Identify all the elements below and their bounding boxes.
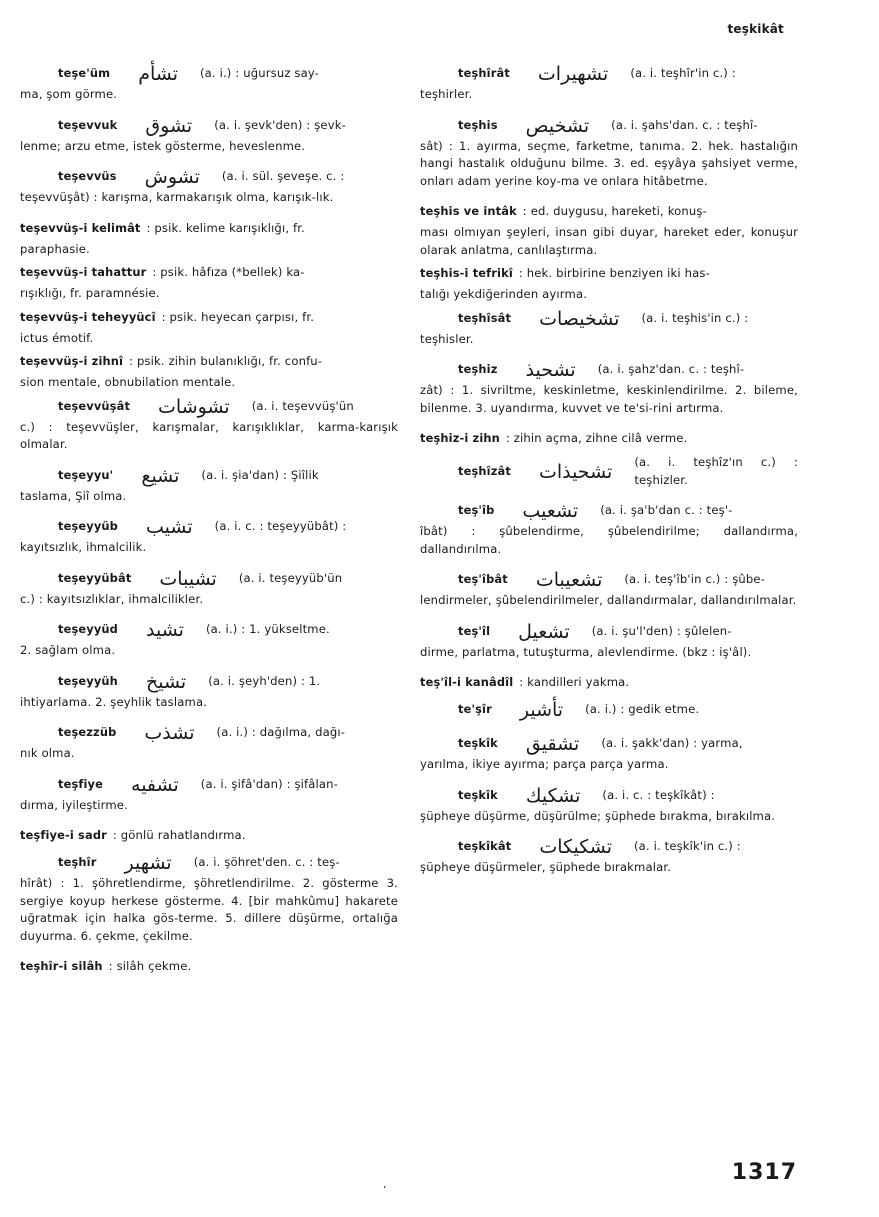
definition-text: teşevvüşât) : karışma, karmakarışık olma, karışık-lık. [20,190,334,204]
definition-start: (a. i. teşevvüş'ün [251,398,354,413]
dictionary-entry [420,698,798,722]
headword: teşevvüş-i teheyyücî [20,309,156,324]
entry-headline [20,62,398,86]
headword: teşeyyu' [58,467,114,482]
headword: teşhis ve intâk [420,204,517,219]
arabic-script: تشيب [146,516,193,538]
arabic-script: تشعيل [518,620,570,643]
entry-headline [20,955,398,979]
definition-start: (a. i.) : 1. yükseltme. [205,622,330,637]
definition-text: sât) : 1. ayırma, seçme, farketme, tanıma. 2. hek. hastalığın hangi hastalık olduğunu bilme. 3. ed. eşyâya şahsiyet verme, onları adam yerine koy-ma ve onlara hitâbetme. [420,138,798,188]
arabic-script: تشيخ [145,670,187,693]
definition-text: talığı yekdiğerinden ayırma. [420,287,588,301]
headword: teşeyyüh [58,673,118,688]
arabic-script: تأشير [519,699,564,721]
headword: teş'îb [458,503,495,518]
dictionary-entry [420,835,798,877]
entry-headline [20,306,398,330]
headword: teş'îl-i kanâdîl [420,675,514,690]
dictionary-entry [20,515,398,557]
definition-text: c.) : kayıtsızlıklar, ihmalcilikler. [20,591,204,606]
dictionary-entry [420,568,798,610]
definition-text: rışıklığı, fr. paramnésie. [20,286,160,300]
entry-headline [420,427,798,451]
entry-headline [420,698,798,722]
definition-text: ihtiyarlama. 2. şeyhlik taslama. [20,694,208,709]
definition-start: (a. i. şahs'dan. c. : teşhî- [611,117,758,132]
definition-text: hîrât) : 1. şöhretlendirme, şöhretlendirilme. 2. gösterme 3. sergiye koyup herkese gösterme. 4. [bir mahkûmu] hakarete uğratmak için halka gös-terme. 5. dillere düşürme, ortalığa duyurma. 6. çekme, çekilme. [20,876,398,943]
running-head: teşkikât [727,22,784,36]
dictionary-entry [20,395,398,454]
dictionary-entry [20,670,398,712]
dictionary-entry [420,454,798,489]
arabic-script: تشوشات [158,395,230,418]
subentry [420,671,798,695]
headword: teşevvüş-i tahattur [20,265,147,280]
definition-start: : ed. duygusu, hareketi, konuş- [522,204,707,219]
subentry [420,427,798,451]
definition-start: : psik. hâfıza (*bellek) ka- [152,265,305,280]
definition-text: ictus émotif. [20,330,94,345]
dictionary-entry [20,851,398,945]
definition-start: (a. i. teşhîz'ın c.) : teşhizler. [634,455,798,487]
dictionary-entry [420,499,798,558]
entry-headline [420,499,798,523]
dictionary-entry [420,307,798,349]
definition-text: teşhirler. [420,87,473,101]
entry-headline [420,835,798,859]
definition-start: (a. i. c. : teşkîkât) : [602,787,715,802]
entry-headline [420,358,798,382]
definition-start: (a. i. şakk'dan) : yarma, [601,736,743,751]
headword: teşkîkât [458,839,512,854]
definition-text: yarılma, ikiye ayırma; parça parça yarma. [420,757,669,771]
arabic-script: تشأم [138,63,178,85]
arabic-script: تشعيب [522,500,579,522]
entry-headline [420,732,798,756]
definition-text: ma, şom görme. [20,87,118,101]
entry-headline [20,773,398,797]
subentry [20,217,398,259]
definition-text: sion mentale, obnubilation mentale. [20,375,236,389]
dictionary-entry [20,464,398,506]
definition-start: (a. i. teş'îb'in c.) : şûbe- [624,572,766,587]
dictionary-entry [420,358,798,417]
definition-start: (a. i. şevk'den) : şevk- [214,117,346,132]
definition-start: (a. i. c. : teşeyyübât) : [214,519,347,534]
arabic-script: تشخيصات [539,307,620,330]
dictionary-entry [20,165,398,207]
definition-start: : silâh çekme. [108,959,192,974]
entry-headline [20,350,398,374]
definition-start: (a. i.) : dağılma, dağı- [216,725,346,740]
dictionary-entry [20,62,398,104]
dictionary-entry [420,114,798,191]
arabic-script: تشوق [145,114,193,137]
definition-start: : psik. heyecan çarpısı, fr. [161,309,315,324]
arabic-script: تشذب [144,722,195,744]
definition-start: (a. i. şa'b'dan c. : teş'- [600,503,733,518]
entry-headline [420,671,798,695]
arabic-script: تشحيذات [538,460,613,483]
definition-start: (a. i. teşkîk'in c.) : [633,839,741,854]
arabic-script: تشحيذ [525,359,576,381]
entry-headline [20,114,398,138]
definition-start: (a. i.) : uğursuz say- [200,66,319,81]
entry-headline [420,262,798,286]
definition-start: (a. i. şia'dan) : Şiîlik [201,467,319,482]
headword: teşhîr-i silâh [20,959,103,974]
definition-text: c.) : teşevvüşler, karışmalar, karışıklıklar, karma-karışık olmalar. [20,419,398,451]
arabic-script: تشقيق [525,733,580,755]
headword: teşeyyüd [58,622,118,637]
headword: teşezzüb [58,725,117,740]
definition-start: : zihin açma, zihne cilâ verme. [505,431,688,446]
definition-text: nık olma. [20,746,75,760]
arabic-script: تشيبات [159,567,217,590]
definition-start: (a. i. teşhis'in c.) : [641,310,749,325]
entry-headline [420,784,798,808]
arabic-script: تشهير [124,852,172,874]
definition-text: ması olmıyan şeyleri, insan gibi duyar, hareket eder, konuşur olarak anlatma, canlılaştırma. [420,225,798,257]
arabic-script: تشخيص [525,114,590,137]
headword: teşhîzât [458,463,511,478]
entry-headline [420,307,798,331]
entry-headline [20,515,398,539]
definition-start: (a. i. şu'l'den) : şûlelen- [591,623,732,638]
subentry [20,350,398,392]
definition-start: : psik. zihin bulanıklığı, fr. confu- [129,354,323,369]
headword: te'şîr [458,702,492,717]
definition-text: paraphasie. [20,241,90,256]
left-column [20,62,398,982]
headword: teşhiz-i zihn [420,431,500,446]
dictionary-entry [20,567,398,609]
entry-headline [20,464,398,488]
arabic-script: تشفيه [131,773,179,796]
entry-headline [20,851,398,875]
definition-start: (a. i. teşhîr'in c.) : [630,66,736,81]
subentry [20,955,398,979]
headword: teşhis [458,117,498,132]
headword: teşfiye-i sadr [20,828,107,843]
arabic-script: تشهيرات [537,63,609,85]
arabic-script: تشيد [146,619,184,641]
definition-start: : gönlü rahatlandırma. [112,828,246,843]
dictionary-entry [20,773,398,815]
headword: teşevvüs [58,169,117,184]
entry-headline [20,567,398,591]
headword: teşeyyüb [58,519,118,534]
subentry [20,306,398,348]
entry-headline [420,200,798,224]
headword: teşhîsât [458,310,512,325]
headword: teş'îbât [458,572,508,587]
definition-text: dirme, parlatma, tutuşturma, alevlendirme. (bkz : iş'âl). [420,644,752,659]
definition-text: şüpheye düşürme, düşürülme; şüphede bırakma, bırakılma. [420,808,776,823]
entry-headline [20,261,398,285]
definition-text: îbât) : şûbelendirme, şûbelendirilme; dallandırma, dallandırılma. [420,524,798,556]
arabic-script: تشكيكات [539,836,612,858]
definition-text: teşhisler. [420,331,474,346]
definition-text: zât) : 1. sivriltme, keskinletme, keskinlendirilme. 2. bileme, bilenme. 3. uyandırma, kuvvet ve te'si-rini artırma. [420,383,798,415]
arabic-script: تشيع [141,464,180,487]
dictionary-entry [420,732,798,774]
definition-start: (a. i. şahz'dan. c. : teşhî- [597,362,745,377]
entry-headline [420,62,798,86]
definition-text: dırma, iyileştirme. [20,797,128,812]
arabic-script: تشعيبات [535,569,603,591]
definition-text: kayıtsızlık, ihmalcilik. [20,540,147,554]
entry-headline [20,217,398,241]
headword: teş'îl [458,623,491,638]
entry-headline [420,620,798,644]
entry-headline [20,721,398,745]
definition-text: lenme; arzu etme, istek gösterme, heveslenme. [20,138,306,153]
headword: teşkîk [458,787,498,802]
headword: teşevvüş-i zihnî [20,354,124,369]
dictionary-entry [20,114,398,156]
dictionary-entry [20,721,398,763]
entry-headline [420,568,798,592]
subentry [20,261,398,303]
entry-headline [20,165,398,189]
headword: teşevvuk [58,117,118,132]
headword: teşhîr [58,855,97,870]
definition-start: (a. i. teşeyyüb'ün [238,570,343,585]
definition-start: : psik. kelime karışıklığı, fr. [146,220,305,235]
definition-start: (a. i.) : gedik etme. [585,702,700,717]
definition-start: (a. i. sül. şeveşe. c. : [221,169,345,184]
arabic-script: تشكيك [525,784,581,807]
definition-text: lendirmeler, şûbelendirilmeler, dallandırmalar, dallandırılmalar. [420,593,797,607]
entry-headline [20,395,398,419]
dictionary-entry [20,618,398,660]
headword: teşhîrât [458,66,510,81]
entry-headline [420,114,798,138]
definition-start: : hek. birbirine benziyen iki has- [518,266,710,281]
headword: teşe'üm [58,66,111,81]
headword: teşhiz [458,362,498,377]
headword: teşhis-i tefrikî [420,266,513,281]
definition-text: taslama, Şiî olma. [20,488,127,503]
dictionary-entry [420,784,798,826]
entry-headline [420,454,798,489]
stray-mark: ، [383,1180,387,1191]
entry-headline [20,618,398,642]
entry-headline [20,824,398,848]
definition-start: (a. i. şifâ'dan) : şifâlan- [200,776,338,791]
headword: teşfiye [58,776,104,791]
page-number: 1317 [731,1160,797,1185]
headword: teşevvüşât [58,398,131,413]
subentry [420,200,798,259]
definition-start: (a. i. şeyh'den) : 1. [208,673,321,688]
arabic-script: تشوش [144,166,200,188]
entry-headline [20,670,398,694]
subentry [20,824,398,848]
definition-start: : kandilleri yakma. [519,675,630,690]
dictionary-entry [420,620,798,662]
headword: teşeyyübât [58,570,132,585]
definition-text: şüpheye düşürmeler, şüphede bırakmalar. [420,860,672,874]
subentry [420,262,798,304]
definition-start: (a. i. şöhret'den. c. : teş- [193,855,340,870]
headword: teşevvüş-i kelimât [20,220,141,235]
dictionary-entry [420,62,798,104]
right-column [420,62,798,887]
headword: teşkîk [458,736,498,751]
definition-text: 2. sağlam olma. [20,643,116,657]
